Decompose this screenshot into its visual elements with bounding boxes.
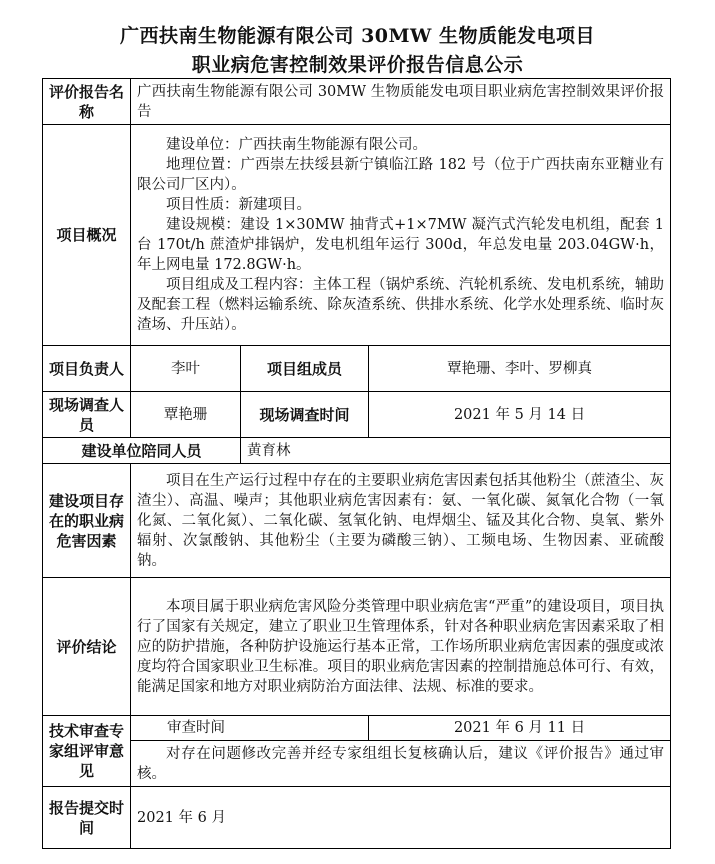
members-label: 项目组成员 bbox=[241, 346, 369, 392]
hazards-text: 项目在生产运行过程中存在的主要职业病危害因素包括其他粉尘（蔗渣尘、灰渣尘）、高温、噪声；其他职业病危害因素有：氨、一氧化碳、氮氧化合物（一氧化氮、二氧化氮）、二氧化碳、氢氧化钠、电焊烟尘、锰及其化合物、臭氧、紫外辐射、次氯酸钠、其他粉尘（主要为磷酸三钠）、工频电场、生物因素、亚硫酸钠。 bbox=[137, 472, 665, 569]
survey-time-value: 2021 年 5 月 14 日 bbox=[369, 392, 671, 438]
overview-composition: 项目组成及工程内容：主体工程（锅炉系统、汽轮机系统、发电机系统，辅助及配套工程（燃料运输系统、除灰渣系统、供排水系统、化学水处理系统、临时灰渣场、升压站）。 bbox=[137, 277, 665, 333]
review-opinion-value bbox=[131, 741, 671, 787]
report-name-label: 评价报告名称 bbox=[43, 79, 131, 125]
row-submit bbox=[43, 787, 671, 849]
row-accompany bbox=[43, 438, 671, 464]
accompany-value: 黄育林 bbox=[241, 438, 671, 464]
review-opinion-text: 对存在问题修改完善并经专家组组长复核确认后，建议《评价报告》通过审核。 bbox=[137, 745, 665, 782]
conclusion-value bbox=[131, 578, 671, 716]
row-conclusion bbox=[43, 578, 671, 716]
survey-time-label: 现场调查时间 bbox=[241, 392, 369, 438]
submit-value: 2021 年 6 月 bbox=[131, 787, 671, 849]
overview-unit: 建设单位：广西扶南生物能源有限公司。 bbox=[166, 137, 427, 153]
survey-value: 覃艳珊 bbox=[131, 392, 241, 438]
members-value: 覃艳珊、李叶、罗柳真 bbox=[369, 346, 671, 392]
report-name-value bbox=[131, 79, 671, 125]
overview-nature: 项目性质：新建项目。 bbox=[166, 197, 311, 213]
overview-label: 项目概况 bbox=[43, 125, 131, 346]
overview-value bbox=[131, 125, 671, 346]
leader-value: 李叶 bbox=[131, 346, 241, 392]
row-review-time bbox=[43, 716, 671, 741]
conclusion-text: 本项目属于职业病危害风险分类管理中职业病危害“严重”的建设项目，项目执行了国家有关规定，建立了职业卫生管理体系，针对各种职业病危害因素采取了相应的防护措施，各种防护设施运行基本正常，工作场所职业病危害因素的强度或浓度均符合国家职业卫生标准。项目的职业病危害因素的控制措施总体可行、有效，能满足国家和地方对职业病防治方面法律、法规、标准的要求。 bbox=[137, 598, 665, 695]
review-time-label: 审查时间 bbox=[131, 716, 369, 741]
row-report-name bbox=[43, 79, 671, 125]
row-leader bbox=[43, 346, 671, 392]
conclusion-label: 评价结论 bbox=[43, 578, 131, 716]
row-overview bbox=[43, 125, 671, 346]
row-survey bbox=[43, 392, 671, 438]
row-hazards bbox=[43, 464, 671, 578]
survey-label: 现场调查人员 bbox=[43, 392, 131, 438]
hazards-value bbox=[131, 464, 671, 578]
overview-location: 地理位置：广西崇左扶绥县新宁镇临江路 182 号（位于广西扶南东亚糖业有限公司厂区内）。 bbox=[137, 157, 665, 193]
accompany-label: 建设单位陪同人员 bbox=[43, 438, 241, 464]
page-title-line2: 职业病危害控制效果评价报告信息公示 bbox=[191, 54, 524, 76]
submit-label: 报告提交时间 bbox=[43, 787, 131, 849]
hazards-label: 建设项目存在的职业病危害因素 bbox=[43, 464, 131, 578]
review-label: 技术审查专家组评审意见 bbox=[43, 716, 131, 787]
info-table bbox=[42, 78, 671, 849]
overview-scale: 建设规模：建设 1×30MW 抽背式+1×7MW 凝汽式汽轮发电机组，配套 1 台 170t/h 蔗渣炉排锅炉，发电机组年运行 300d，年总发电量 203.04GW·h，年上网电量 172.8GW·h。 bbox=[137, 217, 665, 273]
review-time-value: 2021 年 6 月 11 日 bbox=[369, 716, 671, 741]
row-review-opinion bbox=[43, 741, 671, 787]
leader-label: 项目负责人 bbox=[43, 346, 131, 392]
page-title-line1: 广西扶南生物能源有限公司 30MW 生物质能发电项目 bbox=[119, 25, 596, 47]
report-name-text: 广西扶南生物能源有限公司 30MW 生物质能发电项目职业病危害控制效果评价报告 bbox=[137, 83, 665, 120]
